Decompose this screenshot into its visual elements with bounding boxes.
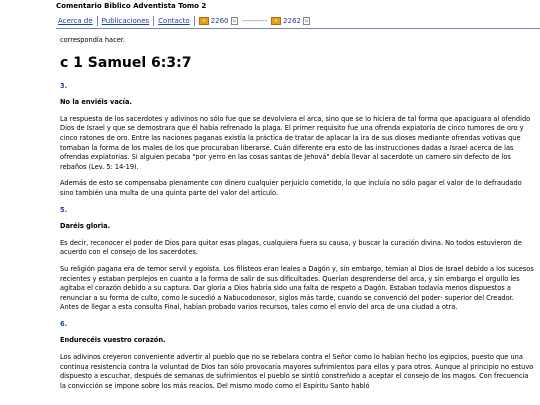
site-title: Comentario Biblico Adventista Tomo 2 [56, 2, 207, 10]
verse-paragraph: Es decir, reconocer el poder de Dios para quitar esas plagas, cualquiera fuera su causa, y buscar la curación divina. No todos estuvieron de acuerdo con el consejo de los sacerdotes. [60, 238, 522, 257]
chapter-title: c 1 Samuel 6:3:7 [60, 54, 192, 71]
verse-number: 6. [60, 319, 68, 328]
next-page-small-icon: ▫ [305, 18, 309, 24]
lead-text: correspondía hacer. [60, 36, 125, 44]
nav-link-about[interactable]: Acerca de [56, 16, 98, 26]
prev-page-link[interactable]: 2260 [210, 17, 229, 25]
verse-number: 3. [60, 81, 68, 90]
prev-page-small-icon: ▫ [232, 18, 236, 24]
verse-number: 5. [60, 205, 68, 214]
verse-paragraph: Los adivinos creyeron conveniente advertir al pueblo que no se rebelara contra el Señor como lo habían hecho los egipcios, puesto que una continua resistencia contra la voluntad de Dios tan sólo provocaría mayores sufrimientos para ellos y para otros. Aunque al principio no estuvo dispuesto a escuchar, después de semanas de sufrimientos el pueblo se sintió constreñido a aceptar el consejo de los magos. Con frecuencia la convicción se impone sobre los más reacios. Del mismo modo como el Espíritu Santo habló [60, 353, 534, 390]
next-page-icon[interactable]: » [271, 17, 281, 25]
verse-heading: Daréis gloria. [60, 222, 111, 231]
verse-paragraph: La respuesta de los sacerdotes y adivinos no sólo fue que se devolviera el arca, sino que se lo hiciera de tal forma que apaciguara al ofendido Dios de Israel y que se demostrara que él había refrenado la plaga. El primer requisito fue una ofrenda expiatoria de cinco tumores de oro y cinco ratones de oro. Entre las naciones paganas existía la práctica de tratar de aplacar la ira de sus dioses mediante ofrendas votivas que tomaban la forma de los males de los que procuraban liberarse. Cuán diferente era esto de las instrucciones dadas a Israel acerca de las ofrendas expiatorias. Si alguien pecaba "por yerro en las cosas santas de Jehová" debía llevar al sacerdote un carnero sin defecto de los rebaños (Lev. 5: 14-19). [60, 114, 531, 171]
nav-bar [56, 14, 540, 29]
prev-page-icon[interactable]: « [199, 17, 209, 25]
article-content [60, 36, 534, 398]
verse-paragraph: Su religión pagana era de temor servil y egoísta. Los filisteos eran leales a Dagón y, sin embargo, temían al Dios de Israel debido a los sucesos recientes y estaban perplejos en cuanto a la forma de salir de sus dificultades. Querían desprenderse del arca, y sin embargo el orgullo les agitaba el corazón debido a su captura. Dar gloria a Dios habría sido una falta de respeto a Dagón. Estaban todavía menos dispuestos a renunciar a su forma de culto, como le sucedió a Nabucodonosor, siglos más tarde, cuando se convenció del poder· superior del Creador. Antes de llegar a esta consulta Final, habían probado varios recursos, tales como el envío del arca de una ciudad a otra. [60, 264, 534, 312]
verse-heading: Endurecéis vuestro corazón. [60, 336, 166, 345]
next-page-link[interactable]: 2262 [283, 17, 301, 25]
nav-link-publications[interactable]: Publicaciones [98, 16, 154, 26]
verse-heading: No la enviéis vacía. [60, 98, 132, 107]
page-header [56, 0, 540, 29]
nav-link-contact[interactable]: Contacto [154, 16, 195, 26]
pager-separator: ---------- [241, 17, 268, 25]
verse-paragraph: Además de esto se compensaba plenamente con dinero cualquier perjuicio cometido, lo que incluía no sólo pagar el valor de lo defraudado sino también una multa de una quinta parte del valor del artículo. [60, 179, 522, 197]
page-pager [195, 17, 311, 25]
